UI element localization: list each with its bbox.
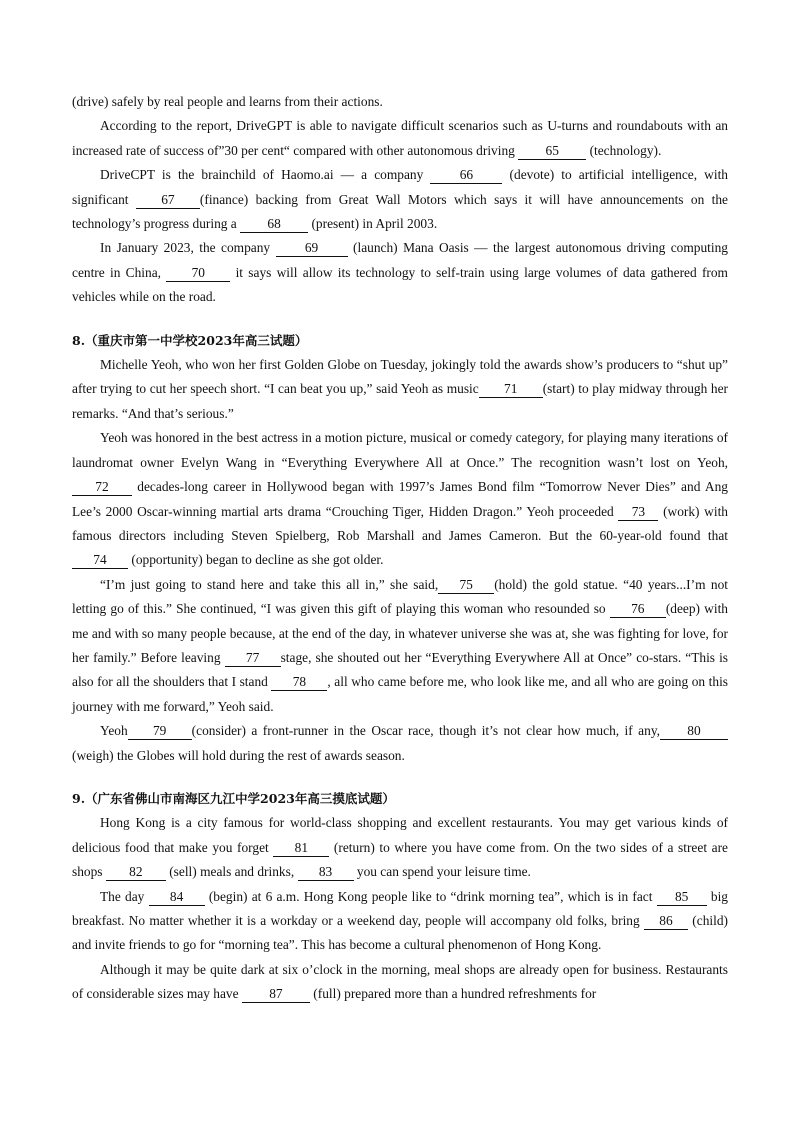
paragraph-8-4	[72, 719, 728, 768]
blank-68: 68	[240, 216, 308, 233]
text: DriveCPT is the brainchild of Haomo.ai — a company	[100, 167, 431, 183]
section-9-heading: 9.（广东省佛山市南海区九江中学2023年高三摸底试题）	[72, 790, 395, 806]
text: (devote) to artificial intelligence, with significant	[72, 167, 728, 207]
blank-83: 83	[298, 864, 354, 881]
text: (weigh) the Globes will hold during the rest of awards season.	[72, 747, 405, 763]
blank-73: 73	[618, 504, 658, 521]
blank-81: 81	[273, 840, 329, 857]
text: stage, she shouted out her “Everything Everywhere All at Once” co-stars. “This is also for all the shoulders that I stand	[72, 649, 728, 690]
text: (work) with famous directors including Steven Spielberg, Rob Marshall and James Cameron. But the 60-year-old found that	[72, 503, 728, 543]
text: (start) to play midway through her remarks. “And that’s serious.”	[72, 381, 729, 421]
text: Yeoh was honored in the best actress in a motion picture, musical or comedy category, for playing many iterations of laundromat owner Evelyn Wang in “Everything Everywhere All at Once.” The recognition wasn’t lost on Yeoh,	[72, 430, 728, 470]
text: decades-long career in Hollywood began with 1997’s James Bond film “Tomorrow Never Dies” and Ang Lee’s 2000 Oscar-winning martial arts drama “Crouching Tiger, Hidden Dragon.” Yeoh proceeded	[72, 479, 728, 519]
blank-87: 87	[242, 986, 310, 1003]
text: (deep) with me and with so many people because, at the end of the day, in whatever universe she was at, she was fighting for love, for her family.” Before leaving	[72, 601, 728, 665]
text: (launch) Mana Oasis — the largest autonomous driving computing centre in China,	[72, 240, 728, 280]
text: “I’m just going to stand here and take this all in,” she said,	[100, 576, 439, 592]
spacer	[72, 310, 728, 329]
text: you can spend your leisure time.	[356, 864, 531, 880]
spacer	[72, 768, 728, 787]
text: Yeoh	[100, 723, 128, 739]
blank-71: 71	[479, 381, 543, 398]
text: (finance) backing from Great Wall Motors which says it will have announcements on the technology’s progress during a	[72, 191, 729, 232]
blank-82: 82	[106, 864, 166, 881]
paragraph-8-2	[72, 426, 728, 572]
paragraph-intro-2	[72, 163, 728, 236]
text: (hold) the gold statue. “40 years...I’m not letting go of this.” She continued, “I was given this gift of playing this woman who resounded so	[72, 576, 728, 617]
text: Although it may be quite dark at six o’clock in the morning, meal shops are already open for business. Restaurants of considerable sizes may have	[72, 961, 728, 1002]
blank-85: 85	[657, 889, 707, 906]
blank-66: 66	[430, 167, 502, 184]
blank-77: 77	[225, 650, 281, 667]
section-8-heading: 8.（重庆市第一中学校2023年高三试题）	[72, 332, 308, 348]
text: it says will allow its technology to self-train using large volumes of data gathered from vehicles while on the road.	[72, 264, 728, 305]
paragraph-9-2	[72, 885, 728, 958]
paragraph-8-1	[72, 353, 728, 426]
paragraph-intro-0: (drive) safely by real people and learns from their actions.	[72, 94, 383, 109]
blank-70: 70	[166, 265, 230, 282]
paragraph-9-1	[72, 811, 728, 884]
blank-78: 78	[271, 674, 327, 691]
text: , all who came before me, who look like me, and all who are going on this journey with me forward,” Yeoh said.	[72, 674, 728, 714]
blank-86: 86	[644, 913, 688, 930]
blank-75: 75	[438, 577, 494, 594]
text: (technology).	[589, 142, 662, 158]
blank-84: 84	[149, 889, 205, 906]
blank-76: 76	[610, 601, 666, 618]
text: (present) in April 2003.	[311, 216, 438, 232]
text: (sell) meals and drinks,	[169, 864, 298, 880]
blank-65: 65	[518, 143, 586, 160]
text: big breakfast. No matter whether it is a workday or a weekend day, people will accompany old folks, bring	[72, 888, 728, 928]
text: (full) prepared more than a hundred refreshments for	[313, 986, 597, 1002]
paragraph-intro-3	[72, 236, 728, 309]
paragraph-8-3	[72, 573, 728, 719]
text: (opportunity) began to decline as she got older.	[131, 552, 384, 568]
blank-74: 74	[72, 552, 128, 569]
paragraph-9-3	[72, 958, 728, 1007]
blank-80: 80	[660, 723, 728, 740]
blank-79: 79	[128, 723, 192, 740]
blank-69: 69	[276, 240, 348, 257]
text: (child) and invite friends to go for “morning tea”. This has become a cultural phenomenon of Hong Kong.	[72, 913, 728, 953]
text: Hong Kong is a city famous for world-class shopping and excellent restaurants. You may get various kinds of delicious food that make you forget	[72, 815, 728, 855]
text: In January 2023, the company	[100, 240, 276, 256]
text: The day	[100, 888, 149, 904]
text: (return) to where you have come from. On the two sides of a street are shops	[72, 839, 728, 880]
blank-72: 72	[72, 479, 132, 496]
text: Michelle Yeoh, who won her first Golden Globe on Tuesday, jokingly told the awards show’s producers to “shut up” after trying to cut her speech short. “I can beat you up,” said Yeoh as music	[72, 357, 728, 397]
text: According to the report, DriveGPT is able to navigate difficult scenarios such as U-turns and roundabouts with an increased rate of success of”30 per cent“ compared with other autonomous driving	[72, 118, 728, 158]
document-page	[72, 90, 728, 1007]
text: (consider) a front-runner in the Oscar race, though it’s not clear how much, if any,	[191, 723, 660, 739]
blank-67: 67	[136, 192, 200, 209]
text: (begin) at 6 a.m. Hong Kong people like to “drink morning tea”, which is in fact	[208, 888, 657, 904]
paragraph-intro-1	[72, 114, 728, 163]
